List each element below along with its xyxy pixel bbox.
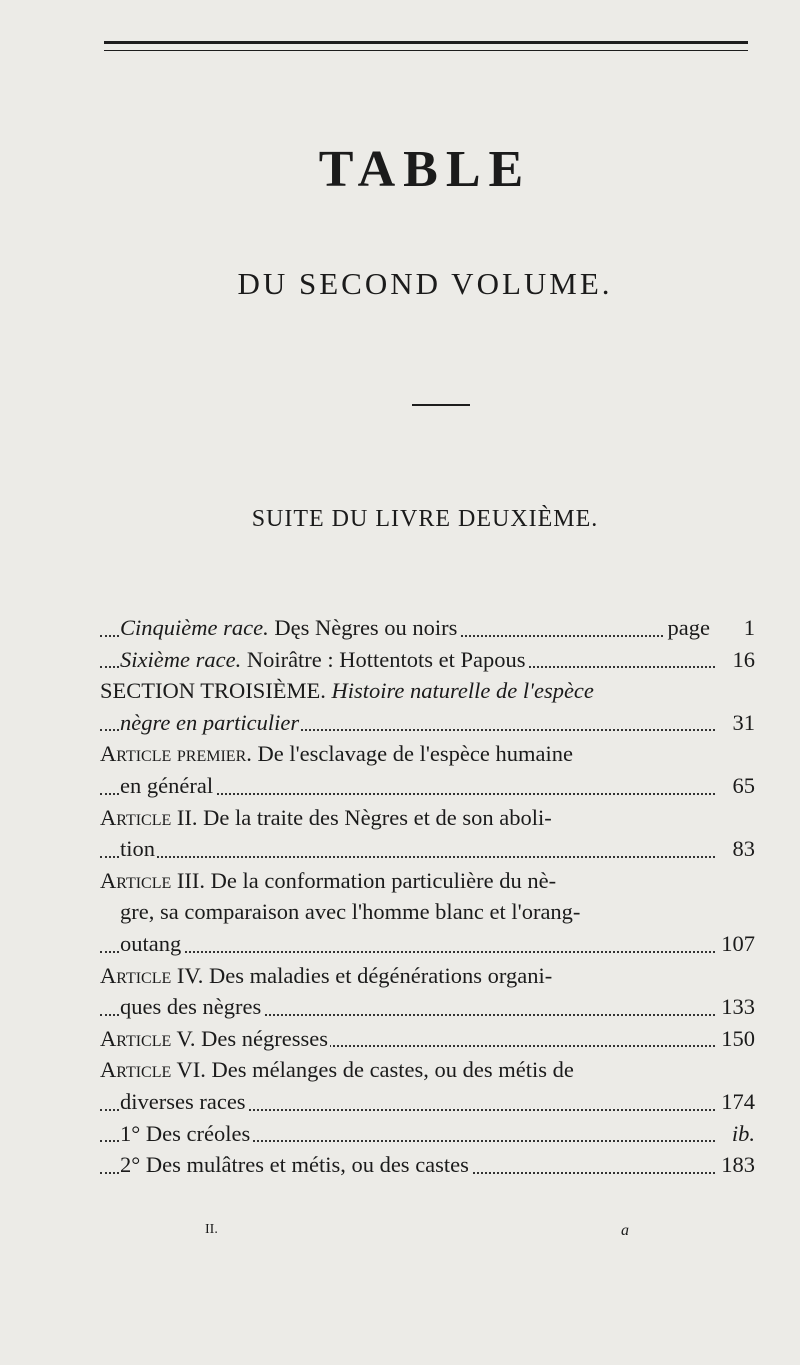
toc-entry — [100, 802, 755, 834]
toc-entry-label: Article VI. — [100, 1057, 206, 1083]
toc-page-number: 16 — [729, 644, 756, 676]
signature-mark: II. — [205, 1222, 218, 1237]
separator-rule — [412, 404, 470, 406]
toc-entry — [100, 644, 755, 676]
toc-entry-continuation — [100, 770, 755, 802]
toc-entry-text: Des mélanges de castes, ou des métis de — [205, 1057, 574, 1083]
page-subtitle: DU SECOND VOLUME. — [237, 266, 613, 301]
toc-entry-label: Sixième race. — [120, 646, 242, 672]
toc-entry — [100, 1023, 755, 1055]
toc-entry — [100, 1054, 755, 1086]
toc-entry-continuation — [100, 833, 755, 865]
toc-entry-continuation — [100, 707, 755, 739]
toc-entry-label: 2° Des mulâtres et métis, ou des castes — [120, 1152, 469, 1178]
toc-entry — [100, 612, 755, 644]
toc-entry-label: Article V. — [100, 1025, 196, 1051]
toc-entry-text: Dęs Nègres ou noirs — [268, 615, 458, 640]
table-of-contents — [100, 612, 755, 1181]
toc-entry-text: De la traite des Nègres et de son aboli- — [197, 804, 552, 830]
toc-entry-label: Article premier. — [100, 741, 252, 767]
toc-entry-text: Des maladies et dégénérations organi- — [203, 962, 553, 988]
toc-entry-cont: outang — [120, 930, 182, 956]
signature-letter: a — [621, 1222, 629, 1239]
toc-entry — [100, 960, 755, 992]
toc-entry — [100, 738, 755, 770]
toc-entry — [100, 1118, 755, 1150]
toc-entry-text: Des négresses — [195, 1025, 328, 1051]
toc-entry — [100, 1149, 755, 1181]
toc-entry-continuation — [100, 1086, 755, 1118]
toc-entry-label: SECTION TROISIÈME. — [100, 678, 326, 704]
page-title: TABLE — [318, 141, 532, 198]
leader-dots — [100, 856, 715, 858]
toc-entry-cont: tion — [120, 836, 156, 862]
toc-page-prefix: page — [667, 615, 710, 640]
toc-page-number: 31 — [729, 707, 756, 739]
toc-entry-cont: nègre en particulier — [120, 709, 300, 735]
leader-dots — [100, 951, 715, 953]
toc-page-number: 183 — [717, 1149, 755, 1181]
toc-entry — [100, 865, 755, 897]
toc-page-number: 1 — [743, 615, 755, 640]
toc-page-number: 107 — [717, 928, 755, 960]
toc-entry-text: De l'esclavage de l'espèce humaine — [251, 741, 573, 767]
toc-entry-label: Article III. — [100, 867, 206, 893]
toc-entry-continuation — [100, 991, 755, 1023]
top-rule-thick — [104, 41, 748, 44]
toc-entry-continuation — [100, 928, 755, 960]
toc-entry-label: Article IV. — [100, 962, 204, 988]
toc-page-number: 174 — [717, 1086, 755, 1118]
toc-entry-cont: en général — [120, 772, 214, 798]
toc-entry-text: De la conformation particulière du nè- — [205, 867, 557, 893]
toc-entry-continuation — [100, 896, 755, 928]
toc-entry-text: Histoire naturelle de l'espèce — [325, 678, 594, 704]
toc-entry-cont: ques des nègres — [120, 994, 262, 1020]
section-heading: SUITE DU LIVRE DEUXIÈME. — [251, 506, 599, 532]
toc-entry-label: Article II. — [100, 804, 198, 830]
toc-entry-label: Cinquième race. — [120, 615, 269, 640]
toc-page-number: 83 — [729, 833, 756, 865]
toc-entry-text: Noirâtre : Hottentots et Papous — [241, 646, 526, 672]
top-rule-thin — [104, 50, 748, 51]
toc-page-number: 150 — [717, 1023, 755, 1055]
toc-entry-cont: diverses races — [120, 1088, 246, 1114]
toc-entry-cont: gre, sa comparaison avec l'homme blanc et l'orang- — [120, 899, 581, 925]
toc-page-number: 133 — [717, 991, 755, 1023]
toc-entry-label: 1° Des créoles — [120, 1120, 251, 1146]
toc-page-number: ib. — [728, 1118, 755, 1150]
toc-page-number: 65 — [729, 770, 756, 802]
toc-entry — [100, 675, 755, 707]
